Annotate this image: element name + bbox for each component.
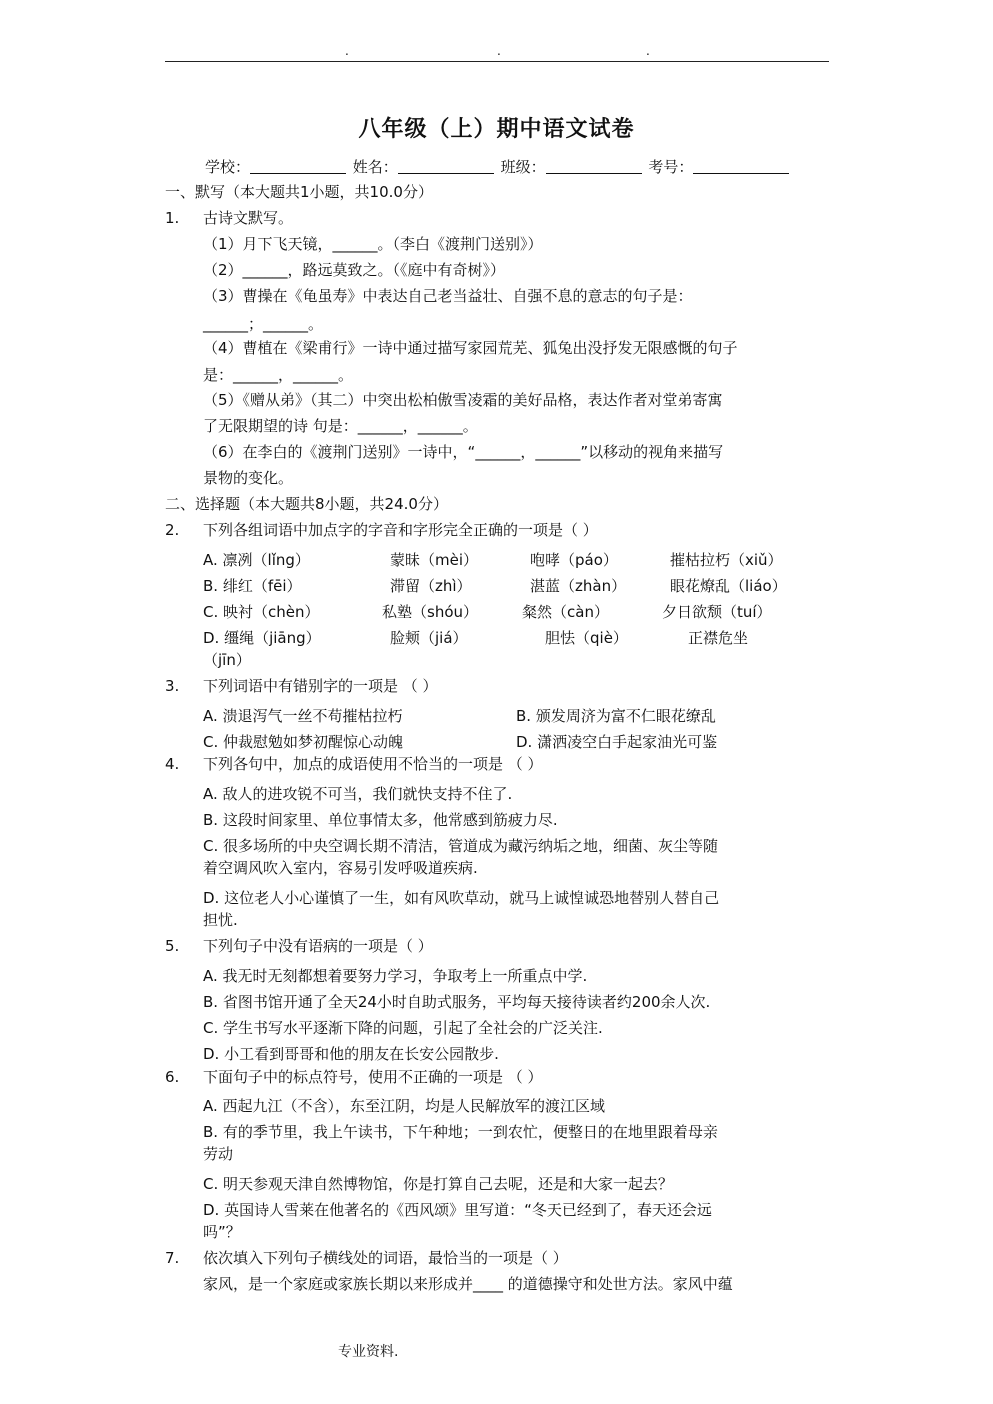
q2-option-b-word-1: B. 绯红（fēi） xyxy=(203,577,302,595)
q6-option-d-line-2: 吗”？ xyxy=(203,1223,241,1241)
question-4-stem: 下列各句中，加点的成语使用不恰当的一项是 （ ） xyxy=(203,755,543,773)
question-6-stem: 下面句子中的标点符号，使用不正确的一项是 （ ） xyxy=(203,1068,543,1086)
page-title: 八年级（上）期中语文试卷 xyxy=(358,117,635,142)
q2-option-d-word-4: 正襟危坐 xyxy=(688,629,749,647)
question-3-stem: 下列词语中有错别字的一项是 （ ） xyxy=(203,677,438,695)
question-7-stem: 依次填入下列句子横线处的词语，最恰当的一项是（ ） xyxy=(203,1249,568,1267)
header-dots xyxy=(0,44,993,56)
class-label: 班级： xyxy=(500,158,546,176)
question-7-number: 7. xyxy=(165,1249,180,1267)
number-blank[interactable] xyxy=(693,159,789,174)
q5-option-b: B. 省图书馆开通了全天24小时自助式服务，平均每天接待读者约200余人次. xyxy=(203,993,711,1011)
question-1-stem: 古诗文默写。 xyxy=(203,209,294,227)
q2-option-a-word-4: 摧枯拉朽（xiǔ） xyxy=(670,551,783,569)
q1-line-3a: （3）曹操在《龟虽寿》中表达自己老当益壮、自强不息的意志的句子是： xyxy=(203,287,693,305)
header-dot: . xyxy=(345,44,349,58)
name-label: 姓名： xyxy=(352,158,398,176)
name-blank[interactable] xyxy=(398,159,494,174)
section-2-heading: 二、选择题（本大题共8小题，共24.0分） xyxy=(165,495,448,513)
q1-line-4a: （4）曹植在《梁甫行》一诗中通过描写家园荒芜、狐兔出没抒发无限感慨的句子 xyxy=(203,339,738,357)
q4-option-d-line-2: 担忧. xyxy=(203,911,238,929)
q5-option-c: C. 学生书写水平逐渐下降的问题，引起了全社会的广泛关注. xyxy=(203,1019,603,1037)
q2-option-b-word-4: 眼花燎乱（liáo） xyxy=(670,577,787,595)
question-1-number: 1. xyxy=(165,209,180,227)
q5-option-a: A. 我无时无刻都想着要努力学习，争取考上一所重点中学. xyxy=(203,967,588,985)
q4-option-d-line-1: D. 这位老人小心谨慎了一生，如有风吹草动，就马上诚惶诚恐地替别人替自己 xyxy=(203,889,720,907)
q1-line-1: （1）月下飞天镜，______。（李白《渡荆门送别》） xyxy=(203,235,543,253)
q2-option-d-word-3: 胆怯（qiè） xyxy=(545,629,628,647)
q6-option-a: A. 西起九江（不含），东至江阴，均是人民解放军的渡江区域 xyxy=(203,1097,606,1115)
question-2-stem: 下列各组词语中加点字的字音和字形完全正确的一项是（ ） xyxy=(203,521,598,539)
q1-line-5a: （5）《赠从弟》（其二）中突出松柏傲雪凌霜的美好品格，表达作者对堂弟寄寓 xyxy=(203,391,723,409)
q3-option-d: D. 潇洒凌空白手起家油光可鉴 xyxy=(516,733,718,751)
q4-option-a: A. 敌人的进攻锐不可当，我们就快支持不住了. xyxy=(203,785,513,803)
question-4-number: 4. xyxy=(165,755,180,773)
q4-option-c-line-2: 着空调风吹入室内，容易引发呼吸道疾病. xyxy=(203,859,478,877)
q2-option-c-word-4: 夕日欲颓（tuí） xyxy=(662,603,772,621)
q3-option-c: C. 仲裁慰勉如梦初醒惊心动魄 xyxy=(203,733,404,751)
q3-option-b: B. 颁发周济为富不仁眼花缭乱 xyxy=(516,707,716,725)
footer-note: 专业资料. xyxy=(338,1344,399,1360)
q2-option-d-wrap: （jīn） xyxy=(203,651,251,669)
q4-option-b: B. 这段时间家里、单位事情太多，他常感到筋疲力尽. xyxy=(203,811,558,829)
q2-option-d-word-1: D. 缰绳（jiāng） xyxy=(203,629,321,647)
q2-option-b-word-2: 滞留（zhì） xyxy=(390,577,472,595)
q2-option-c-word-3: 粲然（càn） xyxy=(522,603,609,621)
q2-option-a-word-2: 蒙昧（mèi） xyxy=(390,551,479,569)
question-3-number: 3. xyxy=(165,677,180,695)
q4-option-c-line-1: C. 很多场所的中央空调长期不清洁，管道成为藏污纳垢之地，细菌、灰尘等随 xyxy=(203,837,719,855)
q5-option-d: D. 小工看到哥哥和他的朋友在长安公园散步. xyxy=(203,1045,499,1063)
school-label: 学校： xyxy=(205,158,251,176)
q7-passage: 家风，是一个家庭或家族长期以来形成并____ 的道德操守和处世方法。家风中蕴 xyxy=(203,1275,733,1293)
class-blank[interactable] xyxy=(546,159,642,174)
q1-line-4b: 是：______，______。 xyxy=(203,366,354,384)
q2-option-c-word-2: 私塾（shóu） xyxy=(382,603,479,621)
q2-option-c-word-1: C. 映衬（chèn） xyxy=(203,603,320,621)
student-info-line xyxy=(205,156,791,177)
q2-option-b-word-3: 湛蓝（zhàn） xyxy=(530,577,627,595)
question-5-stem: 下列句子中没有语病的一项是（ ） xyxy=(203,937,433,955)
q1-line-6b: 景物的变化。 xyxy=(203,469,294,487)
number-label: 考号： xyxy=(648,158,694,176)
q1-line-5b: 了无限期望的诗 句是：______，______。 xyxy=(203,417,478,435)
q2-option-a-word-1: A. 凛冽（lǐng） xyxy=(203,551,310,569)
question-5-number: 5. xyxy=(165,937,180,955)
q6-option-c: C. 明天参观天津自然博物馆，你是打算自己去呢，还是和大家一起去？ xyxy=(203,1175,674,1193)
q3-option-a: A. 溃退泻气一丝不苟摧枯拉朽 xyxy=(203,707,403,725)
q1-line-2: （2）______，路远莫致之。（《庭中有奇树》） xyxy=(203,261,506,279)
q6-option-d-line-1: D. 英国诗人雪莱在他著名的《西风颂》里写道：“冬天已经到了，春天还会远 xyxy=(203,1201,712,1219)
q1-line-3b: ______；______。 xyxy=(203,315,324,333)
section-1-heading: 一、默写（本大题共1小题，共10.0分） xyxy=(165,183,433,201)
header-dot: . xyxy=(497,44,501,58)
q1-line-6a: （6）在李白的《渡荆门送别》一诗中，“______，______”以移动的视角来描写 xyxy=(203,443,724,461)
header-dot: . xyxy=(646,44,650,58)
q6-option-b-line-1: B. 有的季节里，我上午读书，下午种地；一到农忙，便整日的在地里跟着母亲 xyxy=(203,1123,718,1141)
question-2-number: 2. xyxy=(165,521,180,539)
question-6-number: 6. xyxy=(165,1068,180,1086)
school-blank[interactable] xyxy=(250,159,346,174)
header-rule xyxy=(165,61,829,62)
q2-option-d-word-2: 脸颊（jiá） xyxy=(390,629,468,647)
q2-option-a-word-3: 咆哮（páo） xyxy=(530,551,618,569)
q6-option-b-line-2: 劳动 xyxy=(203,1145,234,1163)
